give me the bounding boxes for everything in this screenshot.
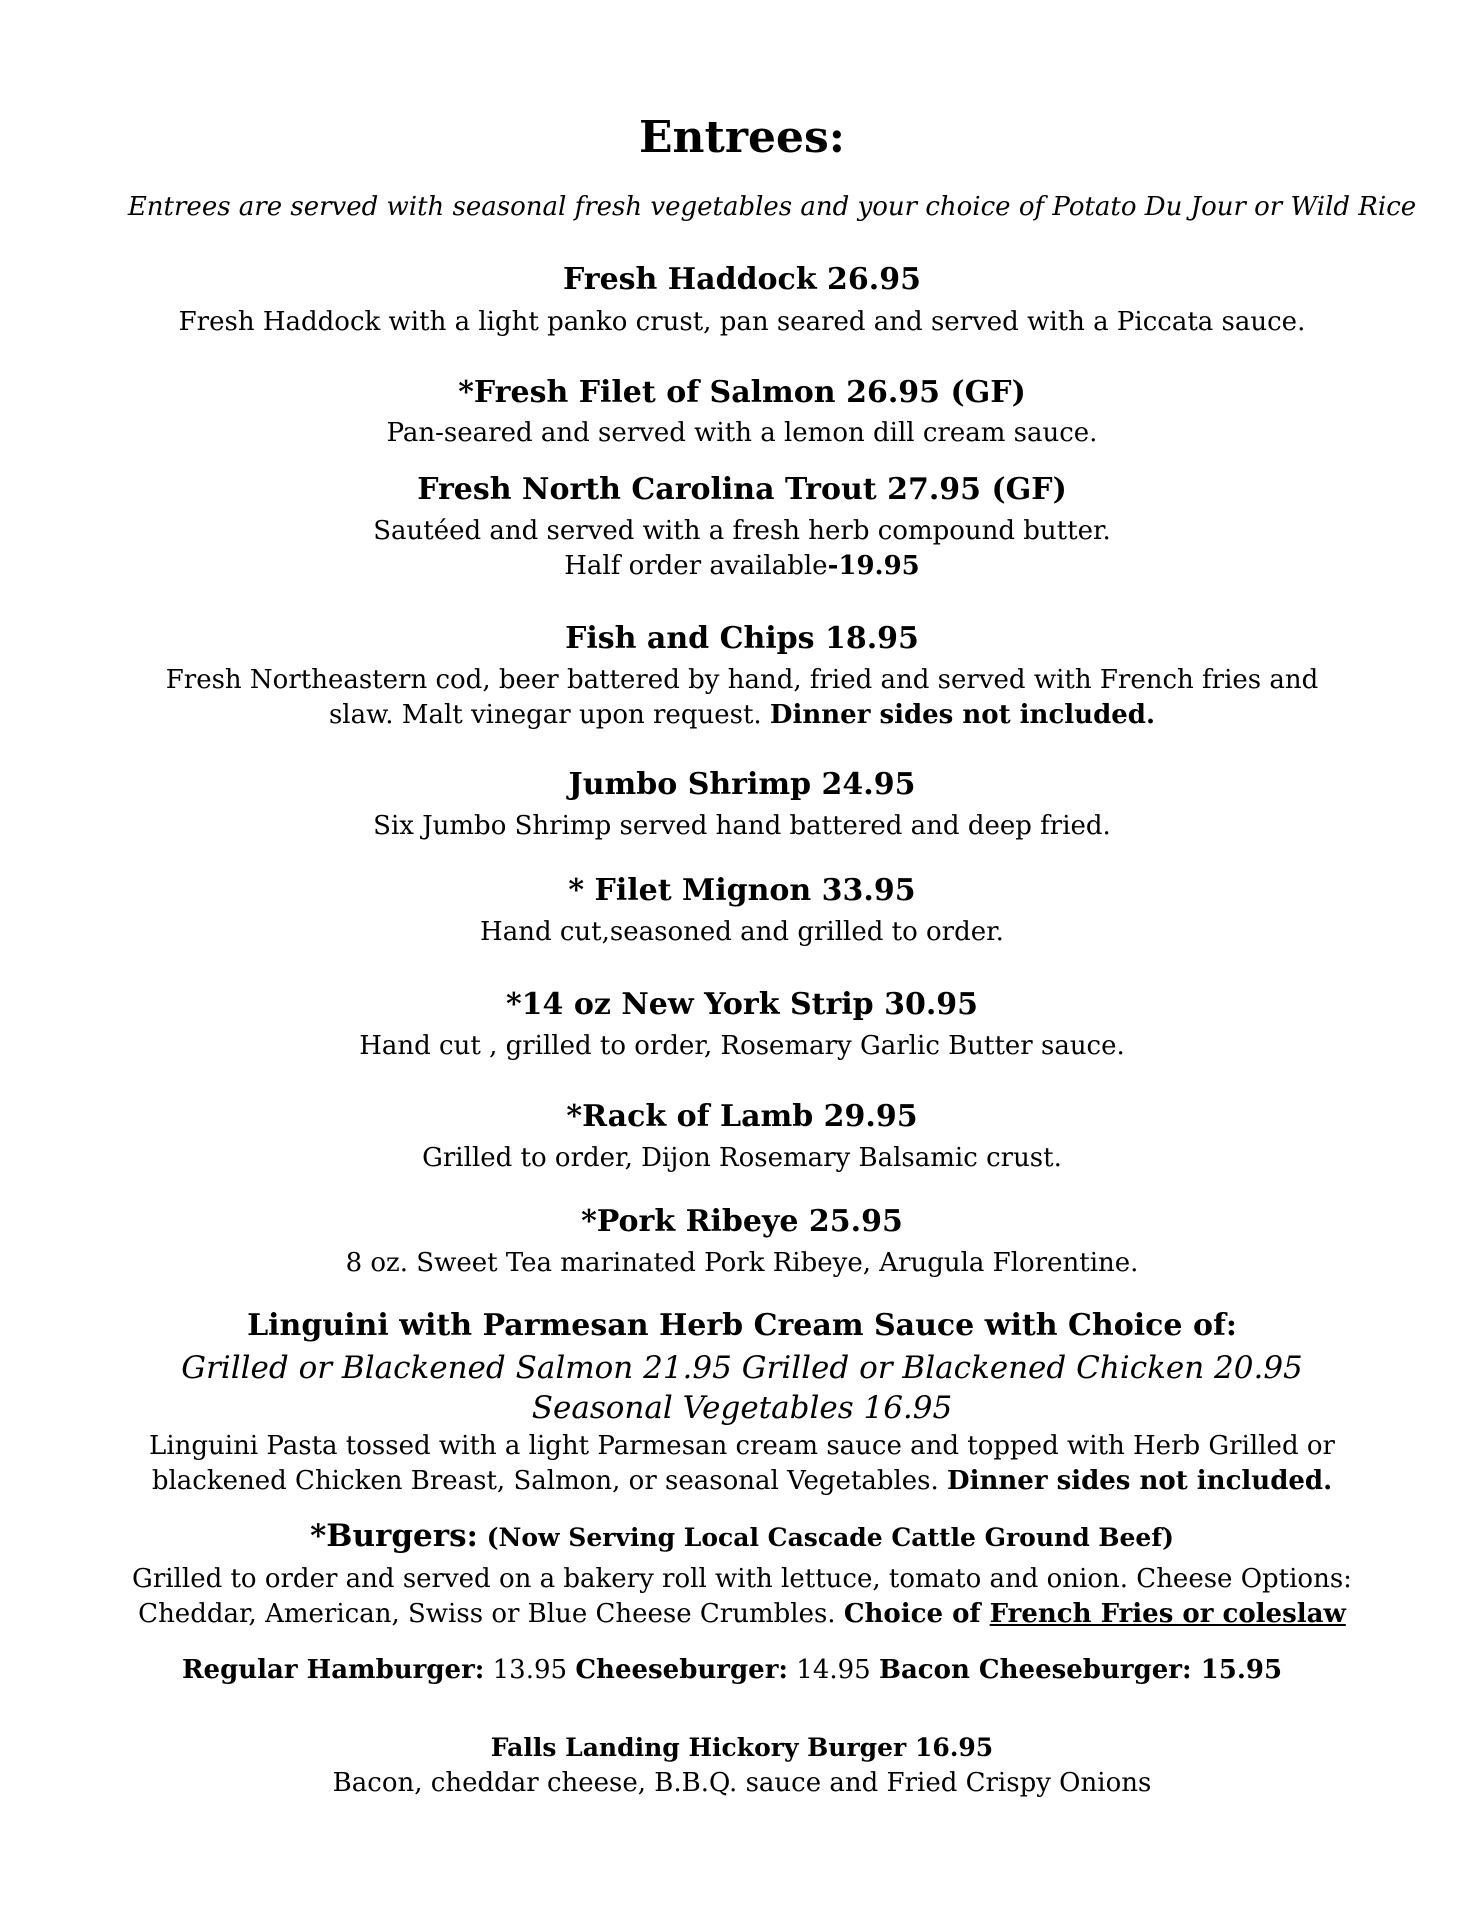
shrimp-description: Six Jumbo Shrimp served hand battered and deep fried. <box>373 811 1111 841</box>
fish-chips-description-line2 <box>0 700 1484 730</box>
strip-description: Hand cut , grilled to order, Rosemary Garlic Butter sauce. <box>359 1031 1125 1061</box>
burgers-heading-label: *Burgers: <box>310 1518 478 1554</box>
linguini-note: Dinner sides not included. <box>947 1466 1333 1496</box>
burgers-desc-text: Cheddar, American, Swiss or Blue Cheese Crumbles. <box>138 1599 844 1629</box>
salmon-description: Pan-seared and served with a lemon dill cream sauce. <box>386 418 1098 448</box>
pork-description: 8 oz. Sweet Tea marinated Pork Ribeye, Arugula Florentine. <box>345 1248 1139 1278</box>
burgers-heading <box>0 1518 1484 1554</box>
linguini-options-line1: Grilled or Blackened Salmon 21.95 Grilled or Blackened Chicken 20.95 <box>181 1350 1303 1386</box>
fish-chips-title: Fish and Chips 18.95 <box>565 621 919 656</box>
linguini-options-line2: Seasonal Vegetables 16.95 <box>531 1390 953 1426</box>
regular-hamburger-label: Regular Hamburger: <box>181 1655 485 1685</box>
burgers-description-line2 <box>0 1599 1484 1629</box>
regular-hamburger-price: 13.95 <box>484 1655 576 1685</box>
salmon-title: *Fresh Filet of Salmon 26.95 (GF) <box>458 375 1026 410</box>
lamb-description: Grilled to order, Dijon Rosemary Balsamic crust. <box>422 1143 1062 1173</box>
burgers-choice-options: French Fries or coleslaw <box>989 1599 1346 1629</box>
linguini-desc-text: blackened Chicken Breast, Salmon, or seasonal Vegetables. <box>151 1466 948 1496</box>
trout-title: Fresh North Carolina Trout 27.95 (GF) <box>417 472 1067 507</box>
linguini-description-line1: Linguini Pasta tossed with a light Parmesan cream sauce and topped with Herb Grilled or <box>149 1431 1335 1461</box>
trout-half-order <box>0 551 1484 581</box>
bacon-cheeseburger-label: Bacon Cheeseburger: 15.95 <box>878 1655 1283 1685</box>
fish-chips-desc-text: slaw. Malt vinegar upon request. <box>328 700 770 730</box>
linguini-description-line2 <box>0 1466 1484 1496</box>
hickory-description: Bacon, cheddar cheese, B.B.Q. sauce and Fried Crispy Onions <box>332 1768 1152 1798</box>
trout-description: Sautéed and served with a fresh herb compound butter. <box>373 516 1111 546</box>
haddock-title: Fresh Haddock 26.95 <box>563 262 921 297</box>
cheeseburger-price: 14.95 <box>788 1655 879 1685</box>
shrimp-title: Jumbo Shrimp 24.95 <box>568 767 916 802</box>
lamb-title: *Rack of Lamb 29.95 <box>566 1099 918 1134</box>
burgers-heading-sub: (Now Serving Local Cascade Cattle Ground Beef) <box>478 1523 1174 1552</box>
page-title: Entrees: <box>638 112 846 163</box>
trout-half-label: Half order available <box>564 551 828 581</box>
trout-half-price: -19.95 <box>827 551 920 581</box>
linguini-title: Linguini with Parmesan Herb Cream Sauce with Choice of: <box>247 1308 1237 1343</box>
burgers-description-line1: Grilled to order and served on a bakery roll with lettuce, tomato and onion. Cheese Options: <box>132 1564 1352 1594</box>
fish-chips-description-line1: Fresh Northeastern cod, beer battered by hand, fried and served with French fries and <box>165 665 1319 695</box>
pork-title: *Pork Ribeye 25.95 <box>581 1204 903 1239</box>
cheeseburger-label: Cheeseburger: <box>575 1655 789 1685</box>
strip-title: *14 oz New York Strip 30.95 <box>505 987 979 1022</box>
hickory-title: Falls Landing Hickory Burger 16.95 <box>490 1733 994 1762</box>
fish-chips-note: Dinner sides not included. <box>769 700 1156 730</box>
haddock-description: Fresh Haddock with a light panko crust, pan seared and served with a Piccata sauce. <box>178 307 1306 337</box>
filet-title: * Filet Mignon 33.95 <box>568 873 916 908</box>
filet-description: Hand cut,seasoned and grilled to order. <box>480 917 1004 947</box>
burger-prices <box>0 1655 1474 1685</box>
page-subtitle: Entrees are served with seasonal fresh vegetables and your choice of Potato Du Jour or Wild Rice <box>127 192 1417 222</box>
burgers-choice-label: Choice of <box>843 1599 990 1629</box>
